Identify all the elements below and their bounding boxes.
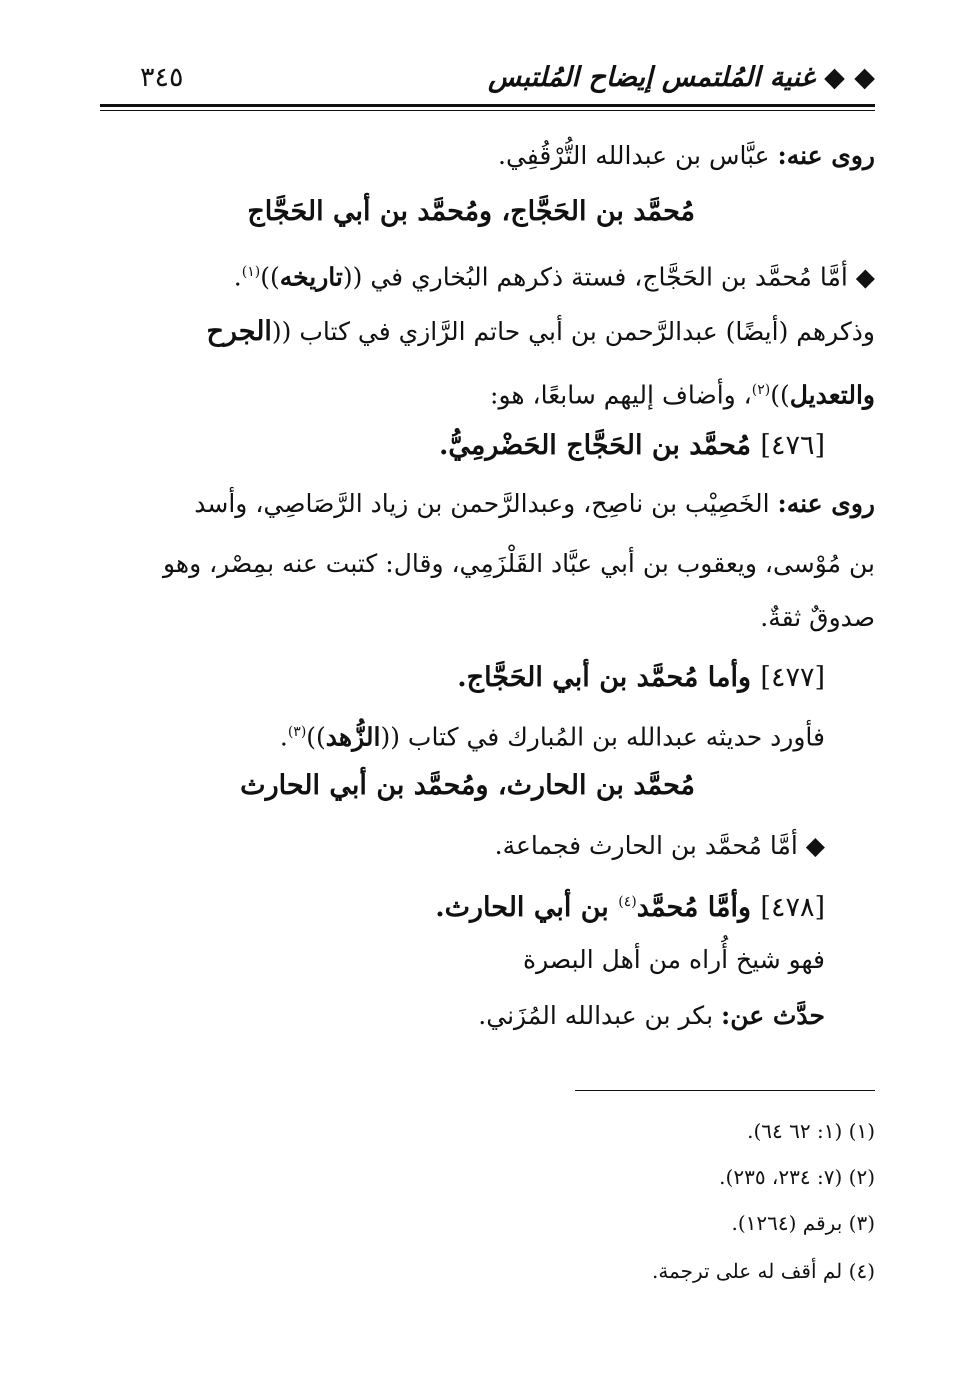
entry-number: [٤٧٦] <box>760 430 825 461</box>
entry-name: بن أبي الحارث. <box>435 892 619 923</box>
footnote: (١) (١: ٦٢ ٦٤). <box>747 1119 875 1143</box>
entry-number: [٤٧٨] <box>760 892 825 923</box>
narrators-label: روى عنه: <box>777 141 875 170</box>
paragraph-line: صدوقٌ ثقةٌ. <box>760 603 875 632</box>
paragraph-line: وذكرهم (أيضًا) عبدالرَّحمن بن أبي حاتم الرَّازي في كتاب ((الجرح <box>206 316 875 347</box>
narrators-line <box>498 136 875 176</box>
footnote-marker: (٢) <box>751 382 771 398</box>
paragraph-line: فهو شيخ أُراه من أهل البصرة <box>523 945 825 974</box>
section-heading: مُحمَّد بن الحَجَّاج، ومُحمَّد بن أبي الحَجَّاج <box>247 196 695 227</box>
entry-heading <box>457 658 825 698</box>
entry-number: [٤٧٧] <box>760 662 825 693</box>
paragraph-line: فأورد حديثه عبدالله بن المُبارك في كتاب ((الزُّهد))$^{(٣)}$. <box>279 722 825 752</box>
narrators-text: بكر بن عبدالله المُزَني. <box>478 1001 721 1030</box>
footnote: (٤) لم أقف له على ترجمة. <box>651 1259 875 1283</box>
book-reference: الزُّهد <box>325 722 381 752</box>
book-title: ◆ ◆ غنية المُلتمس إيضاح المُلتبس <box>488 62 875 93</box>
footnote-marker: (٣) <box>287 724 307 740</box>
running-header <box>100 60 875 100</box>
paragraph-line: والتعديل))$^{(٢)}$، وأضاف إليهم سابعًا، هو: <box>490 380 875 410</box>
book-reference: والتعديل <box>789 380 875 410</box>
section-heading: مُحمَّد بن الحارث، ومُحمَّد بن أبي الحارث <box>240 770 695 801</box>
narrators-label: حدَّث عن: <box>721 1001 825 1030</box>
footnote-separator <box>575 1090 875 1091</box>
footnote: (٢) (٧: ٢٣٤، ٢٣٥). <box>719 1165 875 1189</box>
narrators-line <box>478 996 825 1036</box>
entry-name: وأما مُحمَّد بن أبي الحَجَّاج. <box>457 662 761 693</box>
page-number: ٣٤٥ <box>140 62 184 93</box>
entry-name: وأمَّا مُحمَّد <box>636 892 761 923</box>
footnote-marker: (١) <box>241 264 261 280</box>
entry-heading <box>435 882 825 928</box>
narrators-text: الخَصِيْب بن ناصِح، وعبدالرَّحمن بن زياد الرَّصَاصِي، وأسد <box>194 489 778 518</box>
narrators-line <box>194 484 875 524</box>
narrators-label: روى عنه: <box>777 489 875 518</box>
entry-heading <box>439 426 825 466</box>
footnote: (٣) برقم (١٢٦٤). <box>731 1211 875 1235</box>
paragraph-line: بن مُوْسى، ويعقوب بن أبي عبَّاد القَلْزَمِي، وقال: كتبت عنه بمِصْر، وهو <box>162 549 875 578</box>
paragraph-line: ◆ أمَّا مُحمَّد بن الحَجَّاج، فستة ذكرهم البُخاري في ((تاريخه))$^{(١)}$. <box>233 262 875 292</box>
header-rule-thin <box>100 110 875 111</box>
book-reference: الجرح <box>206 316 272 347</box>
entry-name: مُحمَّد بن الحَجَّاج الحَضْرمِيُّ. <box>438 430 761 461</box>
book-reference: تاريخه <box>279 262 343 292</box>
narrators-text: عبَّاس بن عبدالله التُّرْقُفِي. <box>498 141 778 170</box>
footnote-marker: (٤) <box>618 894 637 910</box>
paragraph-line: ◆ أمَّا مُحمَّد بن الحارث فجماعة. <box>494 831 825 860</box>
header-rule-thick <box>100 104 875 107</box>
